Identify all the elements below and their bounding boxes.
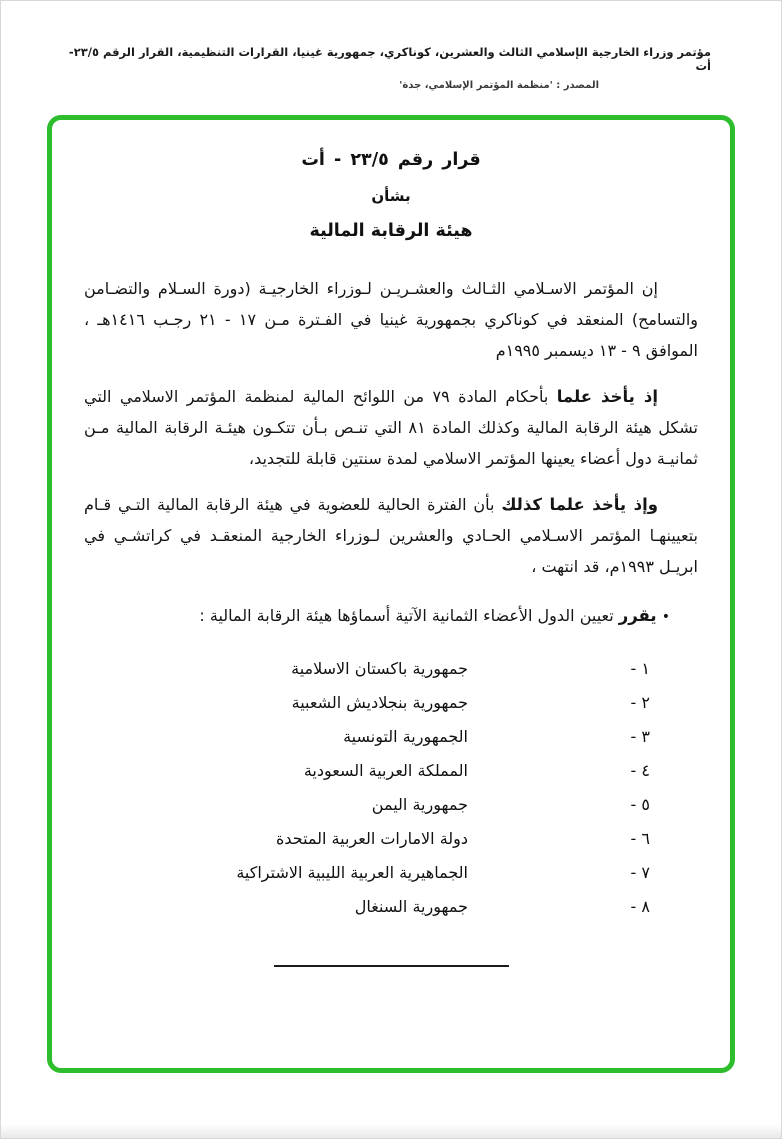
clause-1-lead: إذ يأخذ علما xyxy=(556,387,659,406)
member-number: ٧ - xyxy=(630,863,650,882)
clause-2-text: بأن الفترة الحالية للعضوية في هيئة الرقابة المالية التـي قـام بتعيينهـا المؤتمر الاسـلامي الحـادي والعشرين لـوزراء الخارجية المنعقـد في كراتشـي في ابريـل ١٩٩٣م، قد انتهت ، xyxy=(84,495,698,576)
member-name: جمهورية اليمن xyxy=(371,795,468,814)
scan-shadow xyxy=(1,1124,781,1138)
source-header xyxy=(61,45,711,91)
member-row xyxy=(84,795,698,829)
member-name: جمهورية بنجلاديش الشعبية xyxy=(291,693,468,712)
clause-2-paragraph xyxy=(84,489,698,582)
member-row xyxy=(84,863,698,897)
member-number: ٦ - xyxy=(630,829,650,848)
member-number: ٣ - xyxy=(630,727,650,746)
members-list xyxy=(84,659,698,931)
member-number: ٨ - xyxy=(630,897,650,916)
member-name: جمهورية السنغال xyxy=(354,897,468,916)
member-name: الجمهورية التونسية xyxy=(343,727,468,746)
member-row xyxy=(84,727,698,761)
bullet-icon: • xyxy=(661,609,670,625)
member-number: ١ - xyxy=(630,659,650,678)
decision-lead: يقرر xyxy=(618,606,657,625)
resolution-about-label: بشأن xyxy=(371,187,411,205)
clause-1-text: بأحكام المادة ٧٩ من اللوائح المالية لمنظمة المؤتمر الاسلامي التي تشكل هيئة الرقابة المالية وكذلك المادة ٨١ التي تنـص بـأن تتكـون هيئـة الرقابة المالية مـن ثمانيـة دول أعضاء يعينها المؤتمر الاسلامي لمدة سنتين قابلة للتجديد، xyxy=(84,387,698,468)
member-row xyxy=(84,659,698,693)
member-number: ٢ - xyxy=(630,693,650,712)
document-frame xyxy=(47,115,735,1073)
preamble-paragraph: إن المؤتمر الاسـلامي الثـالث والعشـريـن لـوزراء الخارجيـة (دورة السـلام والتضـامن والتسامح) المنعقد في كوناكري بجمهورية غينيا في الفـترة مـن ١٧ - ٢١ رجـب ١٤١٦هـ ، الموافق ٩ - ١٣ ديسمبر ١٩٩٥م xyxy=(84,279,698,360)
member-row xyxy=(84,829,698,863)
member-name: الجماهيرية العربية الليبية الاشتراكية xyxy=(236,863,468,882)
clause-2-lead: وإذ يأخذ علما كذلك xyxy=(501,495,658,514)
member-name: المملكة العربية السعودية xyxy=(303,761,468,780)
end-divider xyxy=(274,965,509,967)
member-name: جمهورية باكستان الاسلامية xyxy=(291,659,468,678)
member-number: ٤ - xyxy=(630,761,650,780)
member-number: ٥ - xyxy=(630,795,650,814)
member-row xyxy=(84,897,698,931)
decision-text: تعيين الدول الأعضاء الثمانية الآتية أسماؤها هيئة الرقابة المالية : xyxy=(199,606,614,625)
header-citation: مؤتمر وزراء الخارجية الإسلامي الثالث والعشرين، كوناكري، جمهورية غينيا، القرارات التنظيمية، القرار الرقم ٢٣/٥-أت xyxy=(68,45,711,73)
resolution-subject: هيئة الرقابة المالية xyxy=(309,221,473,241)
header-source: المصدر : 'منظمة المؤتمر الإسلامي، جدة' xyxy=(399,80,599,91)
member-row xyxy=(84,761,698,795)
resolution-title: قرار رقم ٢٣/٥ - أت xyxy=(301,150,481,170)
decision-paragraph xyxy=(84,600,698,633)
member-row xyxy=(84,693,698,727)
clause-1-paragraph xyxy=(84,381,698,474)
member-name: دولة الامارات العربية المتحدة xyxy=(275,829,468,848)
